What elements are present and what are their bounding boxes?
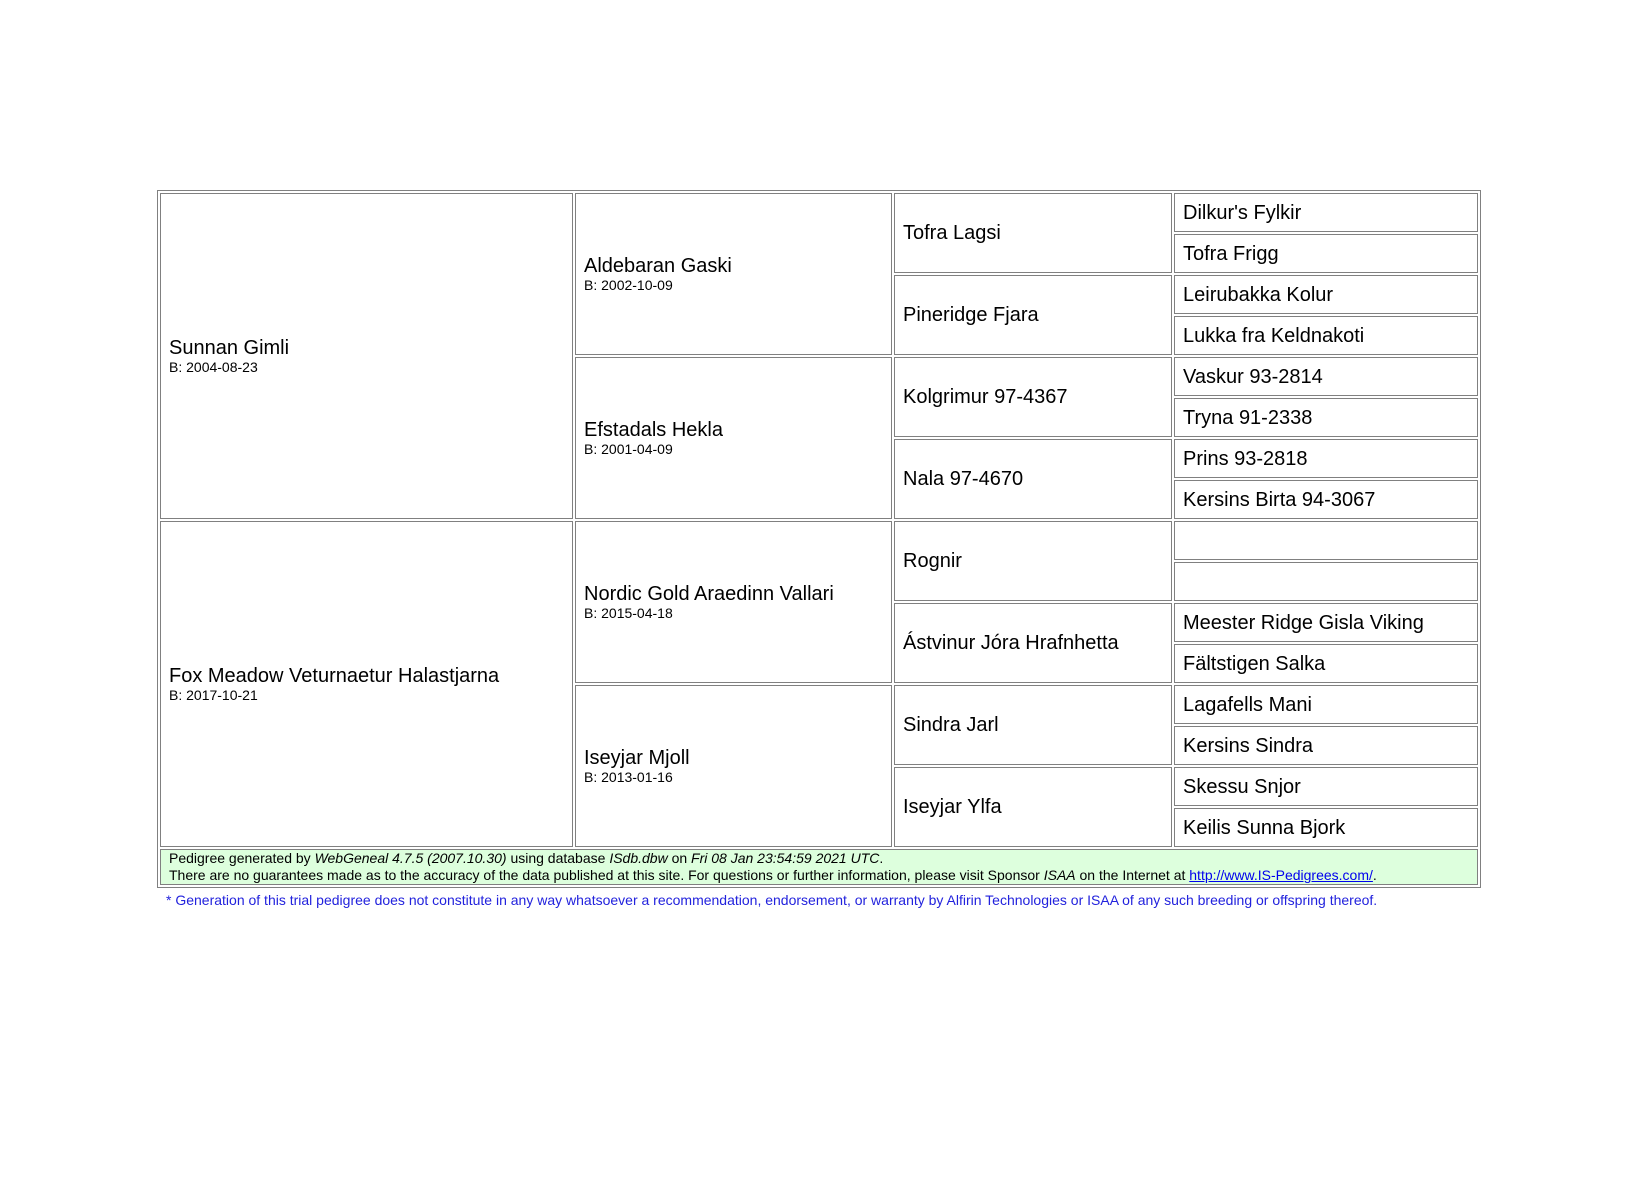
ancestor-name: Dilkur's Fylkir <box>1183 201 1302 224</box>
footer-text: . <box>1372 867 1377 883</box>
ancestor-name: Kolgrimur 97-4367 <box>903 386 1068 408</box>
footer-text: on <box>667 850 692 866</box>
ancestor-name: Kersins Sindra <box>1183 734 1314 757</box>
ancestor-name: Nala 97-4670 <box>903 468 1024 490</box>
footer-text: using database <box>506 850 610 866</box>
ancestor-cell-g4 <box>1174 808 1478 847</box>
ancestor-name: Tofra Frigg <box>1183 242 1279 265</box>
ancestor-name: Skessu Snjor <box>1183 775 1301 798</box>
ancestor-cell-g3 <box>894 767 1172 847</box>
ancestor-cell-g4 <box>1174 644 1478 683</box>
ancestor-cell-g4-empty <box>1174 521 1478 560</box>
dam-sire-name: Nordic Gold Araedinn Vallari <box>584 582 834 605</box>
ancestor-cell-g4 <box>1174 603 1478 642</box>
sire-dam-cell <box>575 357 892 519</box>
dam-cell <box>160 521 573 847</box>
ancestor-cell-g4 <box>1174 685 1478 724</box>
ancestor-cell-g4 <box>1174 193 1478 232</box>
ancestor-cell-g4 <box>1174 767 1478 806</box>
ancestor-cell-g4 <box>1174 316 1478 355</box>
ancestor-name: Kersins Birta 94-3067 <box>1183 488 1376 511</box>
ancestor-name: Pineridge Fjara <box>903 304 1039 326</box>
sponsor-website-link[interactable]: http://www.IS-Pedigrees.com/ <box>1189 867 1373 883</box>
ancestor-cell-g4 <box>1174 275 1478 314</box>
generator-footer <box>160 849 1478 885</box>
ancestor-name: Lukka fra Keldnakoti <box>1183 324 1365 347</box>
pedigree-container <box>157 190 1481 909</box>
ancestor-cell-g3 <box>894 521 1172 601</box>
ancestor-cell-g4 <box>1174 398 1478 437</box>
ancestor-cell-g4 <box>1174 480 1478 519</box>
dam-dam-birthdate: B: 2013-01-16 <box>584 768 673 785</box>
ancestor-name: Prins 93-2818 <box>1183 447 1308 470</box>
pedigree-table <box>157 190 1481 888</box>
ancestor-name: Lagafells Mani <box>1183 693 1312 716</box>
ancestor-cell-g3 <box>894 357 1172 437</box>
sire-sire-cell <box>575 193 892 355</box>
ancestor-name: Ástvinur Jóra Hrafnhetta <box>903 632 1119 654</box>
footer-software: WebGeneal 4.7.5 (2007.10.30) <box>314 850 507 866</box>
dam-dam-cell <box>575 685 892 847</box>
dam-dam-name: Iseyjar Mjoll <box>584 746 690 769</box>
dam-sire-birthdate: B: 2015-04-18 <box>584 604 673 621</box>
ancestor-cell-g4-empty <box>1174 562 1478 601</box>
ancestor-name: Sindra Jarl <box>903 714 999 736</box>
ancestor-name: Leirubakka Kolur <box>1183 283 1334 306</box>
footer-sponsor: ISAA <box>1043 867 1076 883</box>
footer-text: Pedigree generated by <box>169 850 315 866</box>
ancestor-cell-g3 <box>894 275 1172 355</box>
sire-dam-name: Efstadals Hekla <box>584 418 723 441</box>
footer-timestamp: Fri 08 Jan 23:54:59 2021 UTC <box>691 850 880 866</box>
ancestor-cell-g4 <box>1174 357 1478 396</box>
ancestor-name: Tofra Lagsi <box>903 222 1001 244</box>
footer-text: There are no guarantees made as to the accuracy of the data published at this site. For questions or further information, please visit Sponsor <box>169 867 1044 883</box>
ancestor-cell-g4 <box>1174 439 1478 478</box>
sire-sire-name: Aldebaran Gaski <box>584 254 732 277</box>
dam-birthdate: B: 2017-10-21 <box>169 686 258 703</box>
sire-dam-birthdate: B: 2001-04-09 <box>584 440 673 457</box>
dam-sire-cell <box>575 521 892 683</box>
footer-text: . <box>879 850 884 866</box>
ancestor-cell-g3 <box>894 439 1172 519</box>
ancestor-cell-g3 <box>894 685 1172 765</box>
ancestor-name: Rognir <box>903 550 962 572</box>
ancestor-name: Iseyjar Ylfa <box>903 796 1002 818</box>
ancestor-cell-g3 <box>894 193 1172 273</box>
ancestor-name: Keilis Sunna Bjork <box>1183 816 1346 839</box>
sire-birthdate: B: 2004-08-23 <box>169 358 258 375</box>
ancestor-name: Vaskur 93-2814 <box>1183 365 1323 388</box>
footer-text: on the Internet at <box>1075 867 1190 883</box>
disclaimer-text: * Generation of this trial pedigree does not constitute in any way whatsoever a recommendation, endorsement, or warranty by Alfirin Technologies or ISAA of any such breeding or offspring thereof. <box>166 892 1378 908</box>
ancestor-cell-g4 <box>1174 726 1478 765</box>
ancestor-cell-g3 <box>894 603 1172 683</box>
ancestor-name: Meester Ridge Gisla Viking <box>1183 611 1424 634</box>
ancestor-name: Tryna 91-2338 <box>1183 406 1313 429</box>
sire-sire-birthdate: B: 2002-10-09 <box>584 276 673 293</box>
ancestor-name: Fältstigen Salka <box>1183 652 1326 675</box>
sire-name: Sunnan Gimli <box>169 336 290 359</box>
ancestor-cell-g4 <box>1174 234 1478 273</box>
footer-database: ISdb.dbw <box>609 850 668 866</box>
sire-cell <box>160 193 573 519</box>
dam-name: Fox Meadow Veturnaetur Halastjarna <box>169 664 500 687</box>
